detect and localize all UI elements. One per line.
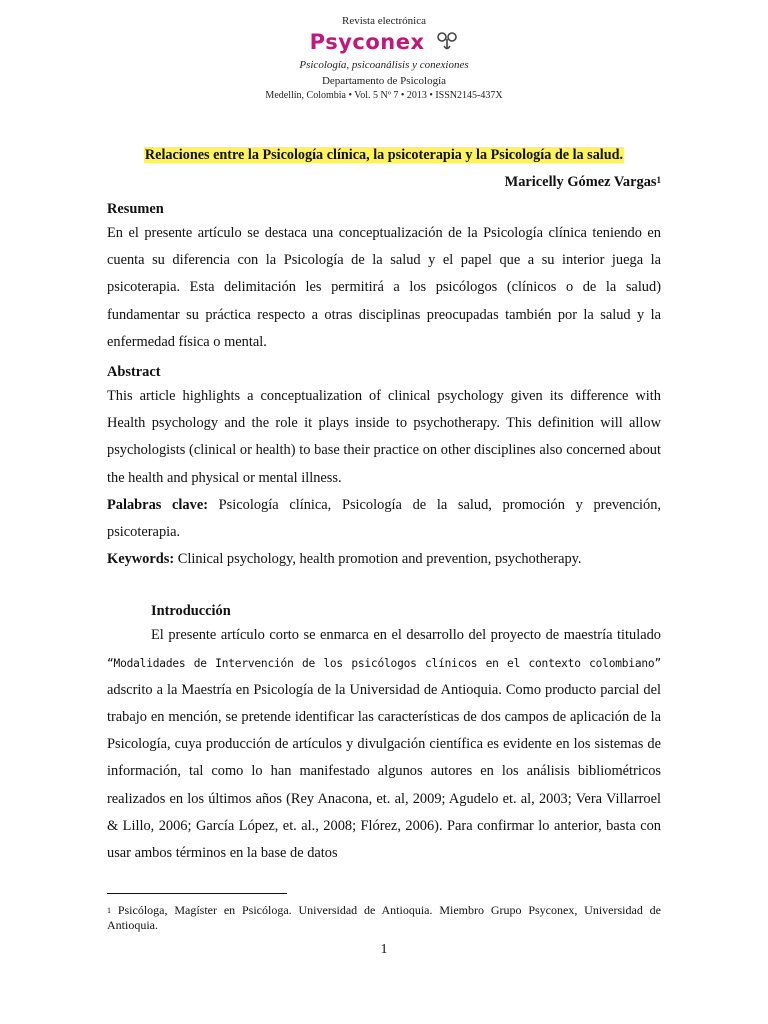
footnote-marker: 1 bbox=[107, 906, 111, 915]
psyconex-logo-icon bbox=[436, 31, 458, 56]
resumen-heading: Resumen bbox=[107, 201, 164, 217]
journal-type: Revista electrónica bbox=[342, 15, 426, 27]
footnote-text: Psicóloga, Magíster en Psicóloga. Universidad de Antioquia. Miembro Grupo Psyconex, Universidad de Antioquia. bbox=[107, 903, 661, 932]
resumen-text: En el presente artículo se destaca una conceptualización de la Psicología clínica teniendo en cuenta su diferencia con la Psicología de la salud y el papel que a su interior juega la psicoterapia. Esta delimitación les permitirá a los psicólogos (clínicos o de la salud) fundamentar su práctica respecto a otras disciplinas preocupadas también por la salud y la enfermedad física o mental. bbox=[107, 225, 661, 350]
palabras-clave bbox=[107, 492, 661, 546]
intro-text-rest: adscrito a la Maestría en Psicología de la Universidad de Antioquia. Como producto parcial del trabajo en mención, se pretende identificar las características de dos campos de aplicación de la Psicología, cuya producción de artículos y divulgación científica es evidente en los sistemas de información, tal como lo han manifestado algunos autores en los análisis bibliométricos realizados en los últimos años (Rey Anacona, et. al, 2009; Agudelo et. al, 2003; Vera Villarroel & Lillo, 2006; García López, et. al., 2008; Flórez, 2006). Para confirmar lo anterior, basta con usar ambos términos en la base de datos bbox=[107, 681, 661, 862]
intro-text-start: El presente artículo corto se enmarca en el desarrollo del proyecto de maestría titulado bbox=[151, 627, 661, 644]
author-name: Maricelly Gómez Vargas bbox=[504, 174, 657, 190]
keywords-label: Keywords: bbox=[107, 551, 175, 568]
article-title bbox=[107, 144, 661, 166]
journal-subtitle: Psicología, psicoanálisis y conexiones bbox=[299, 58, 469, 71]
journal-volume-line: Medellín, Colombia • Vol. 5 Nº 7 • 2013 • ISSN2145-437X bbox=[265, 89, 503, 101]
abstract-text: This article highlights a conceptualization of clinical psychology given its difference with Health psychology and the role it plays inside to psychotherapy. This definition will allow psychologists (clinical or health) to base their practice on other disciplines also concerned about the health and physical or mental illness. bbox=[107, 388, 661, 486]
keywords-text: Clinical psychology, health promotion and prevention, psychotherapy. bbox=[174, 551, 582, 568]
article-body bbox=[107, 144, 661, 867]
article-author bbox=[107, 171, 661, 193]
footnote-separator bbox=[107, 893, 287, 894]
palabras-clave-label: Palabras clave: bbox=[107, 496, 208, 513]
journal-masthead bbox=[0, 14, 768, 103]
journal-department: Departamento de Psicología bbox=[321, 74, 447, 87]
abstract-heading: Abstract bbox=[107, 364, 161, 381]
footnote bbox=[107, 903, 661, 933]
author-footnote-marker: 1 bbox=[656, 175, 661, 185]
article-title-text: Relaciones entre la Psicología clínica, la psicoterapia y la Psicología de la salud. bbox=[144, 147, 624, 163]
introduccion-paragraph bbox=[107, 622, 661, 867]
palabras-clave-text: Psicología clínica, Psicología de la salud, promoción y prevención, psicoterapia. bbox=[107, 496, 661, 541]
introduccion-heading: Introducción bbox=[151, 603, 231, 620]
journal-brand bbox=[0, 30, 768, 56]
page-number: 1 bbox=[380, 942, 388, 957]
journal-brand-name: Psyconex bbox=[309, 30, 425, 54]
keywords bbox=[107, 546, 661, 573]
intro-project-title: “Modalidades de Intervención de los psicólogos clínicos en el contexto colombiano” bbox=[107, 656, 661, 670]
